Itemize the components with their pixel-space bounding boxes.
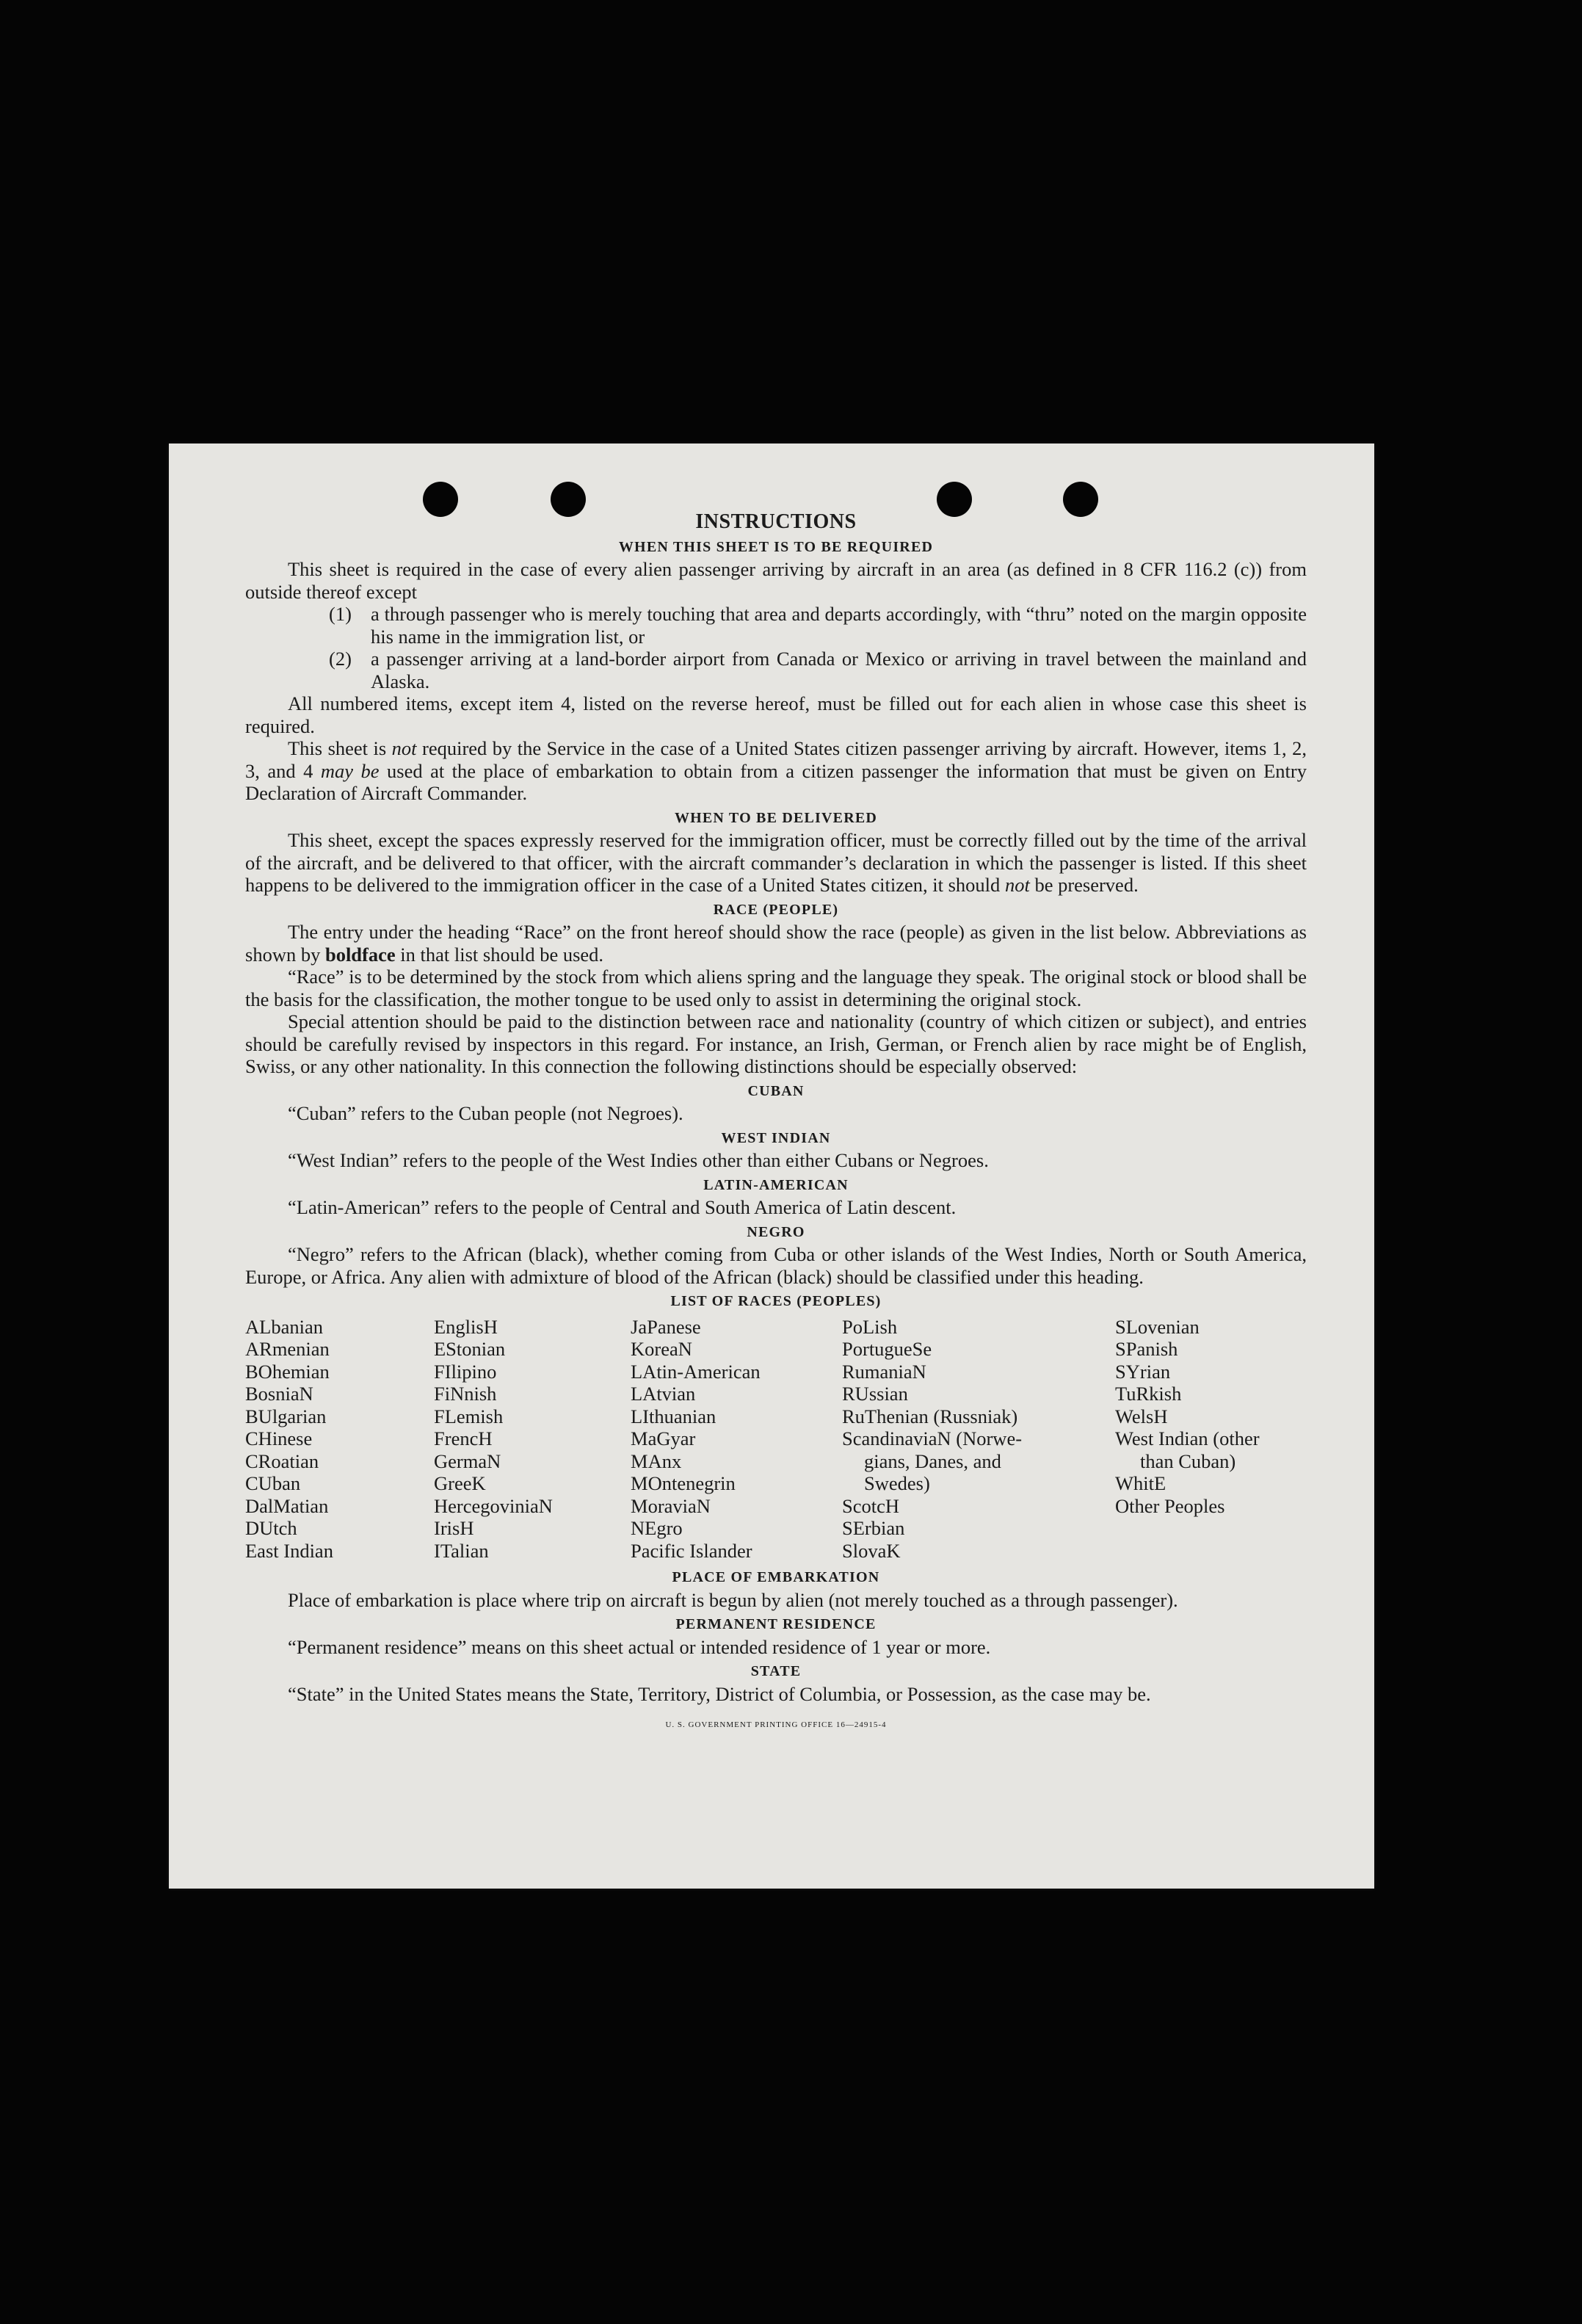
item-text: a passenger arriving at a land-border airport from Canada or Mexico or arriving in travel between the mainland and Alaska.: [371, 648, 1307, 692]
race-entry: JaPanese: [631, 1315, 701, 1338]
race-entry: ITalian: [434, 1539, 489, 1562]
paragraph: “Negro” refers to the African (black), whether coming from Cuba or other islands of the West Indies, North or South America, Europe, or Africa. Any alien with admixture of blood of the African (black) should be classified under this heading.: [245, 1243, 1307, 1288]
race-entry: Pacific Islander: [631, 1539, 752, 1562]
race-entry: FLemish: [434, 1405, 504, 1427]
emphasis: not: [1004, 874, 1030, 896]
heading-negro: NEGRO: [747, 1223, 805, 1240]
race-entry: DalMatian: [245, 1494, 329, 1517]
list-item: [329, 603, 1307, 648]
race-entry: MaGyar: [631, 1427, 696, 1449]
race-entry: EnglisH: [434, 1315, 498, 1338]
race-entry: MAnx: [631, 1449, 682, 1472]
race-entry: RuThenian (Russniak): [842, 1405, 1018, 1427]
instruction-sheet: [169, 444, 1374, 1889]
race-entry: CRoatian: [245, 1449, 319, 1472]
paragraph: [245, 737, 1307, 805]
race-entry: FIlipino: [434, 1360, 497, 1383]
race-entry: ARmenian: [245, 1338, 330, 1360]
race-entry: FrencH: [434, 1427, 493, 1449]
race-entry: CHinese: [245, 1427, 313, 1449]
heading-when-required: WHEN THIS SHEET IS TO BE REQUIRED: [618, 538, 934, 555]
text-run: This sheet is: [288, 737, 392, 759]
races-column: [842, 1316, 1115, 1563]
race-entry: PoLish: [842, 1315, 898, 1338]
race-entry: LAtvian: [631, 1383, 696, 1405]
paragraph: “Latin-American” refers to the people of Central and South America of Latin descent.: [288, 1196, 957, 1218]
race-entry: than Cuban): [1140, 1449, 1236, 1472]
paragraph: “Cuban” refers to the Cuban people (not Negroes).: [288, 1102, 683, 1124]
race-entry: BUlgarian: [245, 1405, 327, 1427]
text-run: in that list should be used.: [395, 943, 604, 966]
text-run: be preserved.: [1029, 874, 1139, 896]
race-entry: FiNnish: [434, 1383, 497, 1405]
race-entry: MOntenegrin: [631, 1472, 736, 1494]
printing-office-footer: U. S. GOVERNMENT PRINTING OFFICE 16—24915-4: [665, 1720, 887, 1729]
text-run: used at the place of embarkation to obtain from a citizen passenger the information that must be given on Entry Declaration of Aircraft Commander.: [245, 759, 1307, 804]
race-entry: SLovenian: [1115, 1315, 1200, 1338]
race-entry: BOhemian: [245, 1360, 330, 1383]
heading-race: RACE (PEOPLE): [713, 901, 839, 918]
heading-when-delivered: WHEN TO BE DELIVERED: [674, 809, 878, 826]
item-text: a through passenger who is merely touching that area and departs accordingly, with “thru” noted on the margin opposite his name in the immigration list, or: [371, 603, 1307, 648]
race-entry: DUtch: [245, 1517, 297, 1539]
race-entry: Other Peoples: [1115, 1494, 1225, 1517]
race-entry: SErbian: [842, 1517, 905, 1539]
race-entry: LIthuanian: [631, 1405, 716, 1427]
race-entry: SYrian: [1115, 1360, 1171, 1383]
paragraph: Place of embarkation is place where trip on aircraft is begun by alien (not merely touched as a through passenger).: [288, 1588, 1178, 1611]
race-entry: MoraviaN: [631, 1494, 711, 1517]
race-entry: GreeK: [434, 1472, 486, 1494]
race-entry: West Indian (other: [1115, 1427, 1260, 1449]
bold-text: boldface: [324, 943, 396, 966]
paragraph: Special attention should be paid to the distinction between race and nationality (country of which citizen or subject), and entries should be carefully revised by inspectors in this regard. For instance, an Irish, German, or French alien by race might be of English, Swiss, or any other nationality. In this connection the following distinctions should be especially observed:: [245, 1010, 1307, 1077]
text-run: required by the Service in the case of a United States citizen passenger arriving by aircraft. However, items 1, 2, 3, and 4: [245, 737, 1307, 782]
paragraph: [245, 829, 1307, 897]
race-entry: gians, Danes, and: [864, 1449, 1001, 1472]
race-entry: RUssian: [842, 1383, 908, 1405]
paragraph: “Permanent residence” means on this sheet actual or intended residence of 1 year or more.: [288, 1635, 991, 1658]
races-column: [245, 1316, 434, 1563]
race-entry: LAtin-American: [631, 1360, 761, 1383]
race-entry: WelsH: [1115, 1405, 1168, 1427]
race-entry: PortugueSe: [842, 1338, 932, 1360]
race-entry: ScotcH: [842, 1494, 900, 1517]
races-column: [434, 1316, 631, 1563]
races-list: [245, 1316, 1307, 1563]
instructions-content: [245, 511, 1307, 1737]
race-entry: ALbanian: [245, 1315, 323, 1338]
item-number: (1): [329, 603, 352, 625]
text-run: This sheet, except the spaces expressly reserved for the immigration officer, must be correctly filled out by the time of the arrival of the aircraft, and be delivered to that officer, with the aircraft commander’s declaration in which the passenger is listed. If this sheet happens to be delivered to the immigration officer in the case of a United States citizen, it should: [245, 829, 1307, 896]
heading-west-indian: WEST INDIAN: [721, 1129, 831, 1146]
race-entry: CUban: [245, 1472, 301, 1494]
paragraph: “West Indian” refers to the people of the West Indies other than either Cubans or Negroes.: [288, 1149, 989, 1171]
emphasis: not: [391, 737, 417, 759]
race-entry: TuRkish: [1115, 1383, 1182, 1405]
item-number: (2): [329, 648, 352, 670]
list-item: [329, 648, 1307, 692]
race-entry: HercegoviniaN: [434, 1494, 553, 1517]
race-entry: SPanish: [1115, 1338, 1178, 1360]
race-entry: East Indian: [245, 1539, 333, 1562]
heading-cuban: CUBAN: [747, 1082, 805, 1099]
paragraph: “Race” is to be determined by the stock from which aliens spring and the language they speak. The original stock or blood shall be the basis for the classification, the mother tongue to be used only to assist in determining the original stock.: [245, 966, 1307, 1010]
heading-state: STATE: [750, 1663, 802, 1679]
races-column: [1115, 1316, 1307, 1563]
race-entry: RumaniaN: [842, 1360, 926, 1383]
heading-latin-american: LATIN-AMERICAN: [703, 1176, 849, 1193]
race-entry: EStonian: [434, 1338, 506, 1360]
race-entry: Swedes): [864, 1472, 930, 1494]
page-title: INSTRUCTIONS: [695, 510, 857, 533]
text-run: The entry under the heading “Race” on the front hereof should show the race (people) as given in the list below. Abbreviations as shown by: [245, 921, 1307, 966]
races-column: [631, 1316, 842, 1563]
paragraph: [245, 921, 1307, 966]
race-entry: ScandinaviaN (Norwe-: [842, 1427, 1023, 1449]
race-entry: IrisH: [434, 1517, 474, 1539]
race-entry: BosniaN: [245, 1383, 313, 1405]
heading-embarkation: PLACE OF EMBARKATION: [672, 1569, 880, 1585]
heading-list-of-races: LIST OF RACES (PEOPLES): [670, 1293, 882, 1309]
emphasis: may be: [320, 759, 380, 782]
paragraph: This sheet is required in the case of every alien passenger arriving by aircraft in an area (as defined in 8 CFR 116.2 (c)) from outside thereof except: [245, 558, 1307, 603]
race-entry: GermaN: [434, 1449, 501, 1472]
race-entry: SlovaK: [842, 1539, 901, 1562]
paragraph: All numbered items, except item 4, listed on the reverse hereof, must be filled out for each alien in whose case this sheet is required.: [245, 692, 1307, 737]
paragraph: “State” in the United States means the State, Territory, District of Columbia, or Possession, as the case may be.: [288, 1682, 1151, 1705]
heading-permanent-residence: PERMANENT RESIDENCE: [675, 1616, 877, 1632]
race-entry: NEgro: [631, 1517, 683, 1539]
race-entry: KoreaN: [631, 1338, 692, 1360]
race-entry: WhitE: [1115, 1472, 1166, 1494]
